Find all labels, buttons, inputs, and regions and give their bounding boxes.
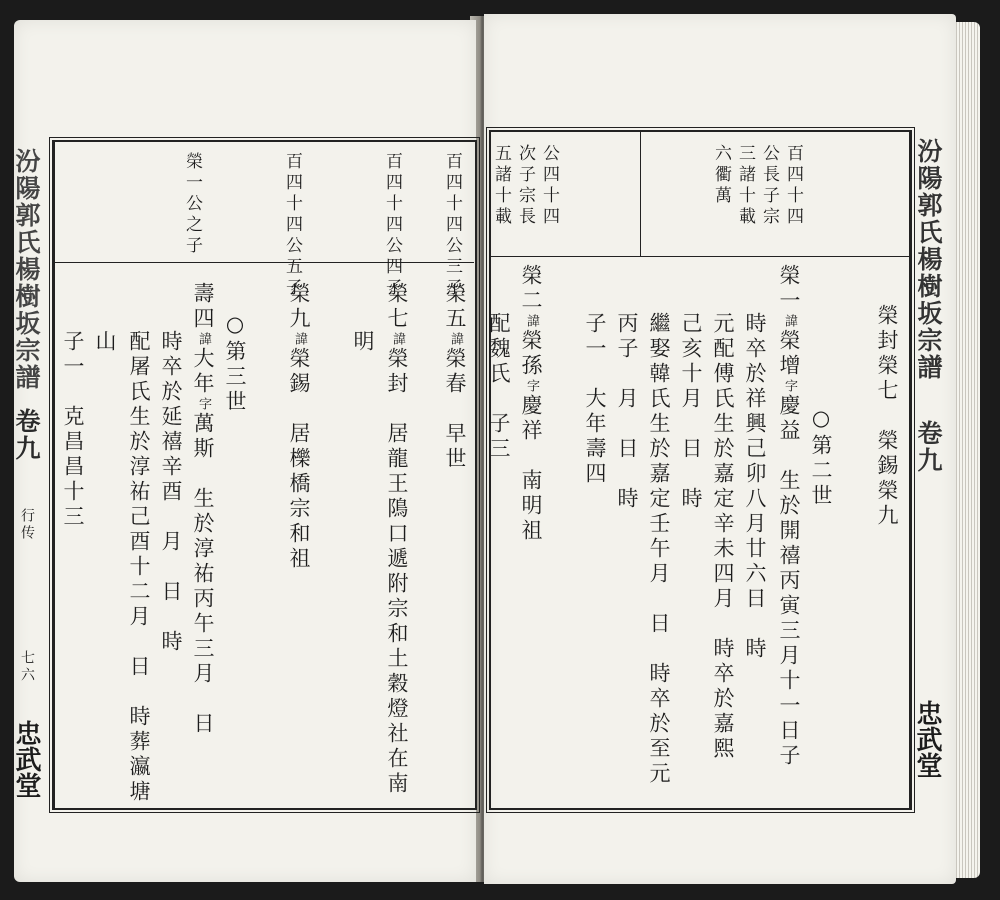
right-hall-name: 忠武堂 (912, 700, 942, 778)
right-entry-rong2: 榮二諱榮孫字慶祥 南明祖 (519, 264, 543, 544)
left-entry-shou4-wife-cont: 山 (93, 330, 117, 355)
right-header-note-2b: 次子宗長 (515, 144, 535, 228)
left-entry-rong7-cont: 明 (351, 330, 375, 355)
right-volume-label: 卷九 (914, 420, 943, 474)
left-book-title: 汾陽郭氏楊樹坂宗譜 (12, 148, 41, 391)
left-header-note-3: 百四十四公五子 (282, 152, 302, 299)
left-header-divider (52, 262, 474, 263)
right-header-separator (640, 130, 641, 256)
right-header-divider (489, 256, 909, 257)
left-section-label: 行传 (19, 508, 35, 542)
right-header-note-1d: 六衢萬 (711, 144, 731, 207)
right-entry-rong1: 榮一諱榮增字慶益 生於開禧丙寅三月十一日子 (777, 264, 801, 769)
left-entry-rong5: 榮五諱榮春 早世 (443, 282, 467, 472)
right-generation-2: ○第二世 (809, 406, 833, 509)
left-page-number: 七六 (19, 650, 35, 684)
left-entry-rong9: 榮九諱榮錫 居櫟橋宗和祖 (287, 282, 311, 572)
left-header-note-2: 百四十四公四子 (382, 152, 402, 299)
right-sons-line: 榮封榮七 榮錫榮九 (875, 304, 899, 529)
right-book-title: 汾陽郭氏楊樹坂宗譜 (914, 138, 943, 381)
right-header-note-2a: 公四十四 (539, 144, 559, 228)
left-page-frame (52, 140, 477, 810)
left-header-note-1: 百四十四公三子 (442, 152, 462, 299)
right-entry-rong1-wife1: 元配傅氏生於嘉定辛未四月 時卒於嘉熙 (711, 312, 735, 762)
right-entry-rong1-wife1-cont: 己亥十月 日 時 (679, 312, 703, 512)
left-generation-3: ○第三世 (223, 312, 247, 415)
right-entry-rong2-wife: 配魏氏 子三 (487, 312, 511, 462)
left-volume-label: 卷九 (12, 408, 41, 462)
left-entry-shou4-death: 時卒於延禧辛酉 月 日 時 (159, 330, 183, 655)
right-header-note-1a: 百四十四 (783, 144, 803, 228)
right-entry-rong1-death: 時卒於祥興己卯八月廿六日 時 (743, 312, 767, 662)
right-entry-rong1-sons: 子一 大年壽四 (583, 312, 607, 487)
left-entry-shou4-wife: 配屠氏生於淳祐己酉十二月 日 時葬瀛塘 (127, 330, 151, 805)
right-entry-rong1-wife2: 繼娶韓氏生於嘉定壬午月 日 時卒於至元 (647, 312, 671, 787)
right-header-note-2c: 五諸十載 (491, 144, 511, 228)
left-entry-shou4-sons: 子一 克昌昌十三 (61, 330, 85, 530)
right-header-note-1b: 公長子宗 (759, 144, 779, 228)
left-hall-name: 忠武堂 (11, 720, 41, 798)
left-entry-shou4: 壽四諱大年字萬斯 生於淳祐丙午三月 日 (191, 282, 215, 737)
left-header-note-4: 榮一公之子 (182, 152, 202, 257)
right-entry-rong1-wife2-cont: 丙子 月 日 時 (615, 312, 639, 512)
right-header-note-1c: 三諸十載 (735, 144, 755, 228)
left-entry-rong7: 榮七諱榮封 居龍王隝口遞附宗和土穀燈社在南 (385, 282, 409, 797)
